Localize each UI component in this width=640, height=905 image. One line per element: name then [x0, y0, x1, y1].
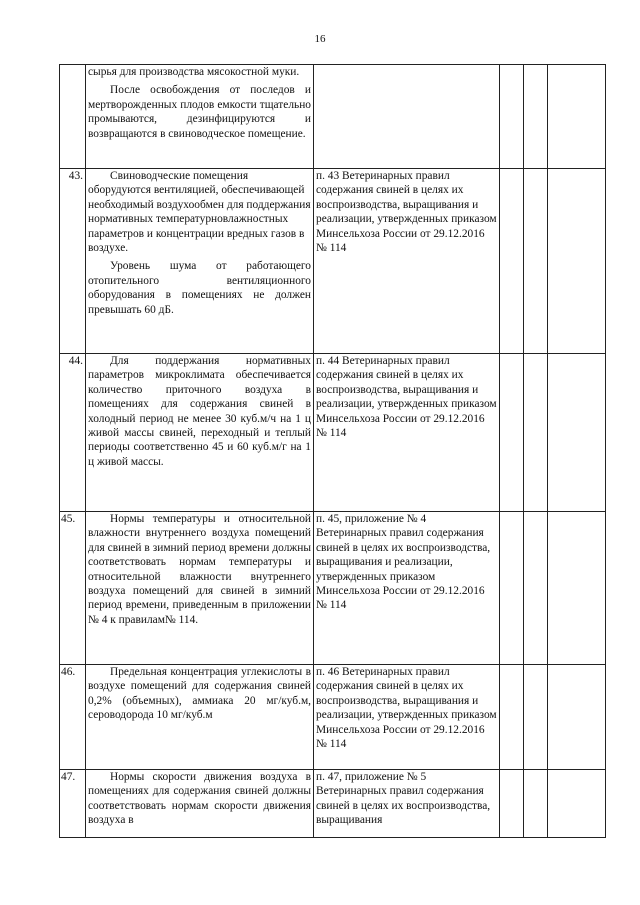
empty-cell	[548, 770, 606, 838]
empty-cell	[500, 169, 524, 354]
page-number: 16	[314, 33, 326, 45]
reference-cell	[314, 770, 500, 838]
empty-cell	[548, 169, 606, 354]
reference-cell	[314, 665, 500, 770]
reference-text: п. 44 Ветеринарных правил содержания свиней в целях их воспроизводства, выращивания и реализации, утвержденных приказом Минсельхоза России от 29.12.2016 № 114	[316, 355, 497, 440]
requirement-cell	[86, 770, 314, 838]
empty-cell	[548, 354, 606, 512]
empty-cell	[524, 65, 548, 169]
empty-cell	[548, 65, 606, 169]
table-row	[60, 665, 606, 770]
empty-cell	[524, 354, 548, 512]
table-row	[60, 65, 606, 169]
requirement-text: сырья для производства мясокостной муки.	[88, 66, 300, 78]
empty-cell	[500, 665, 524, 770]
reference-cell	[314, 512, 500, 665]
requirement-text: Свиноводческие помещения оборудуются вентиляцией, обеспечивающей необходимый воздухообмен для поддержания нормативных температурновлажностных параметров и концентрации вредных газов в воздухе.	[88, 170, 311, 255]
regulation-table	[59, 64, 606, 838]
empty-cell	[548, 665, 606, 770]
empty-cell	[500, 512, 524, 665]
empty-cell	[524, 169, 548, 354]
empty-cell	[500, 65, 524, 169]
empty-cell	[524, 665, 548, 770]
row-number: 46.	[60, 665, 86, 770]
row-number: 43.	[60, 169, 86, 354]
table-row	[60, 354, 606, 512]
requirement-text: Уровень шума от работающего отопительного вентиляционного оборудования в помещениях не должен превышать 60 дБ.	[88, 260, 311, 316]
table-row	[60, 770, 606, 838]
requirement-text: Для поддержания нормативных параметров микроклимата обеспечивается количество приточного воздуха в помещениях для содержания свиней в холодный период не менее 30 куб.м/ч на 1 ц живой массы свиней, переходный и теплый периоды соответственно 45 и 60 куб.м/г на 1 ц живой массы.	[88, 355, 311, 468]
empty-cell	[524, 770, 548, 838]
requirement-text: Нормы температуры и относительной влажности внутреннего воздуха помещений для свиней в зимний период времени должны соответствовать нормам температуры и относительной влажности внутреннего воздуха помещений для свиней в зимний период времени, приведенным в приложении № 4 к правилам№ 114.	[88, 513, 311, 626]
requirement-text: После освобождения от последов и мертворожденных плодов емкости тщательно промываются, дезинфицируются и возвращаются в свиноводческое помещение.	[88, 84, 311, 140]
table-row	[60, 169, 606, 354]
requirement-cell	[86, 512, 314, 665]
empty-cell	[500, 354, 524, 512]
reference-text: п. 46 Ветеринарных правил содержания свиней в целях их воспроизводства, выращивания и реализации, утвержденных приказом Минсельхоза России от 29.12.2016 № 114	[316, 666, 497, 751]
empty-cell	[548, 512, 606, 665]
reference-cell	[314, 169, 500, 354]
requirement-cell	[86, 65, 314, 169]
requirement-cell	[86, 665, 314, 770]
row-number: 44.	[60, 354, 86, 512]
requirement-cell	[86, 169, 314, 354]
reference-cell	[314, 354, 500, 512]
row-number: 45.	[60, 512, 86, 665]
empty-cell	[524, 512, 548, 665]
reference-cell	[314, 65, 500, 169]
reference-text: п. 43 Ветеринарных правил содержания свиней в целях их воспроизводства, выращивания и реализации, утвержденных приказом Минсельхоза России от 29.12.2016 № 114	[316, 170, 497, 255]
reference-text: п. 45, приложение № 4 Ветеринарных правил содержания свиней в целях их воспроизводства, выращивания и реализации, утвержденных приказом Минсельхоза России от 29.12.2016 № 114	[316, 513, 491, 612]
empty-cell	[500, 770, 524, 838]
table-row	[60, 512, 606, 665]
row-number: 47.	[60, 770, 86, 838]
requirement-cell	[86, 354, 314, 512]
row-number	[60, 65, 86, 169]
requirement-text: Предельная концентрация углекислоты в воздухе помещений для содержания свиней 0,2% (объемных), аммиака 20 мг/куб.м, сероводорода 10 мг/куб.м	[88, 666, 311, 722]
requirement-text: Нормы скорости движения воздуха в помещениях для содержания свиней должны соответствовать нормам скорости движения воздуха в	[88, 771, 311, 827]
reference-text: п. 47, приложение № 5 Ветеринарных правил содержания свиней в целях их воспроизводства, выращивания	[316, 771, 491, 827]
